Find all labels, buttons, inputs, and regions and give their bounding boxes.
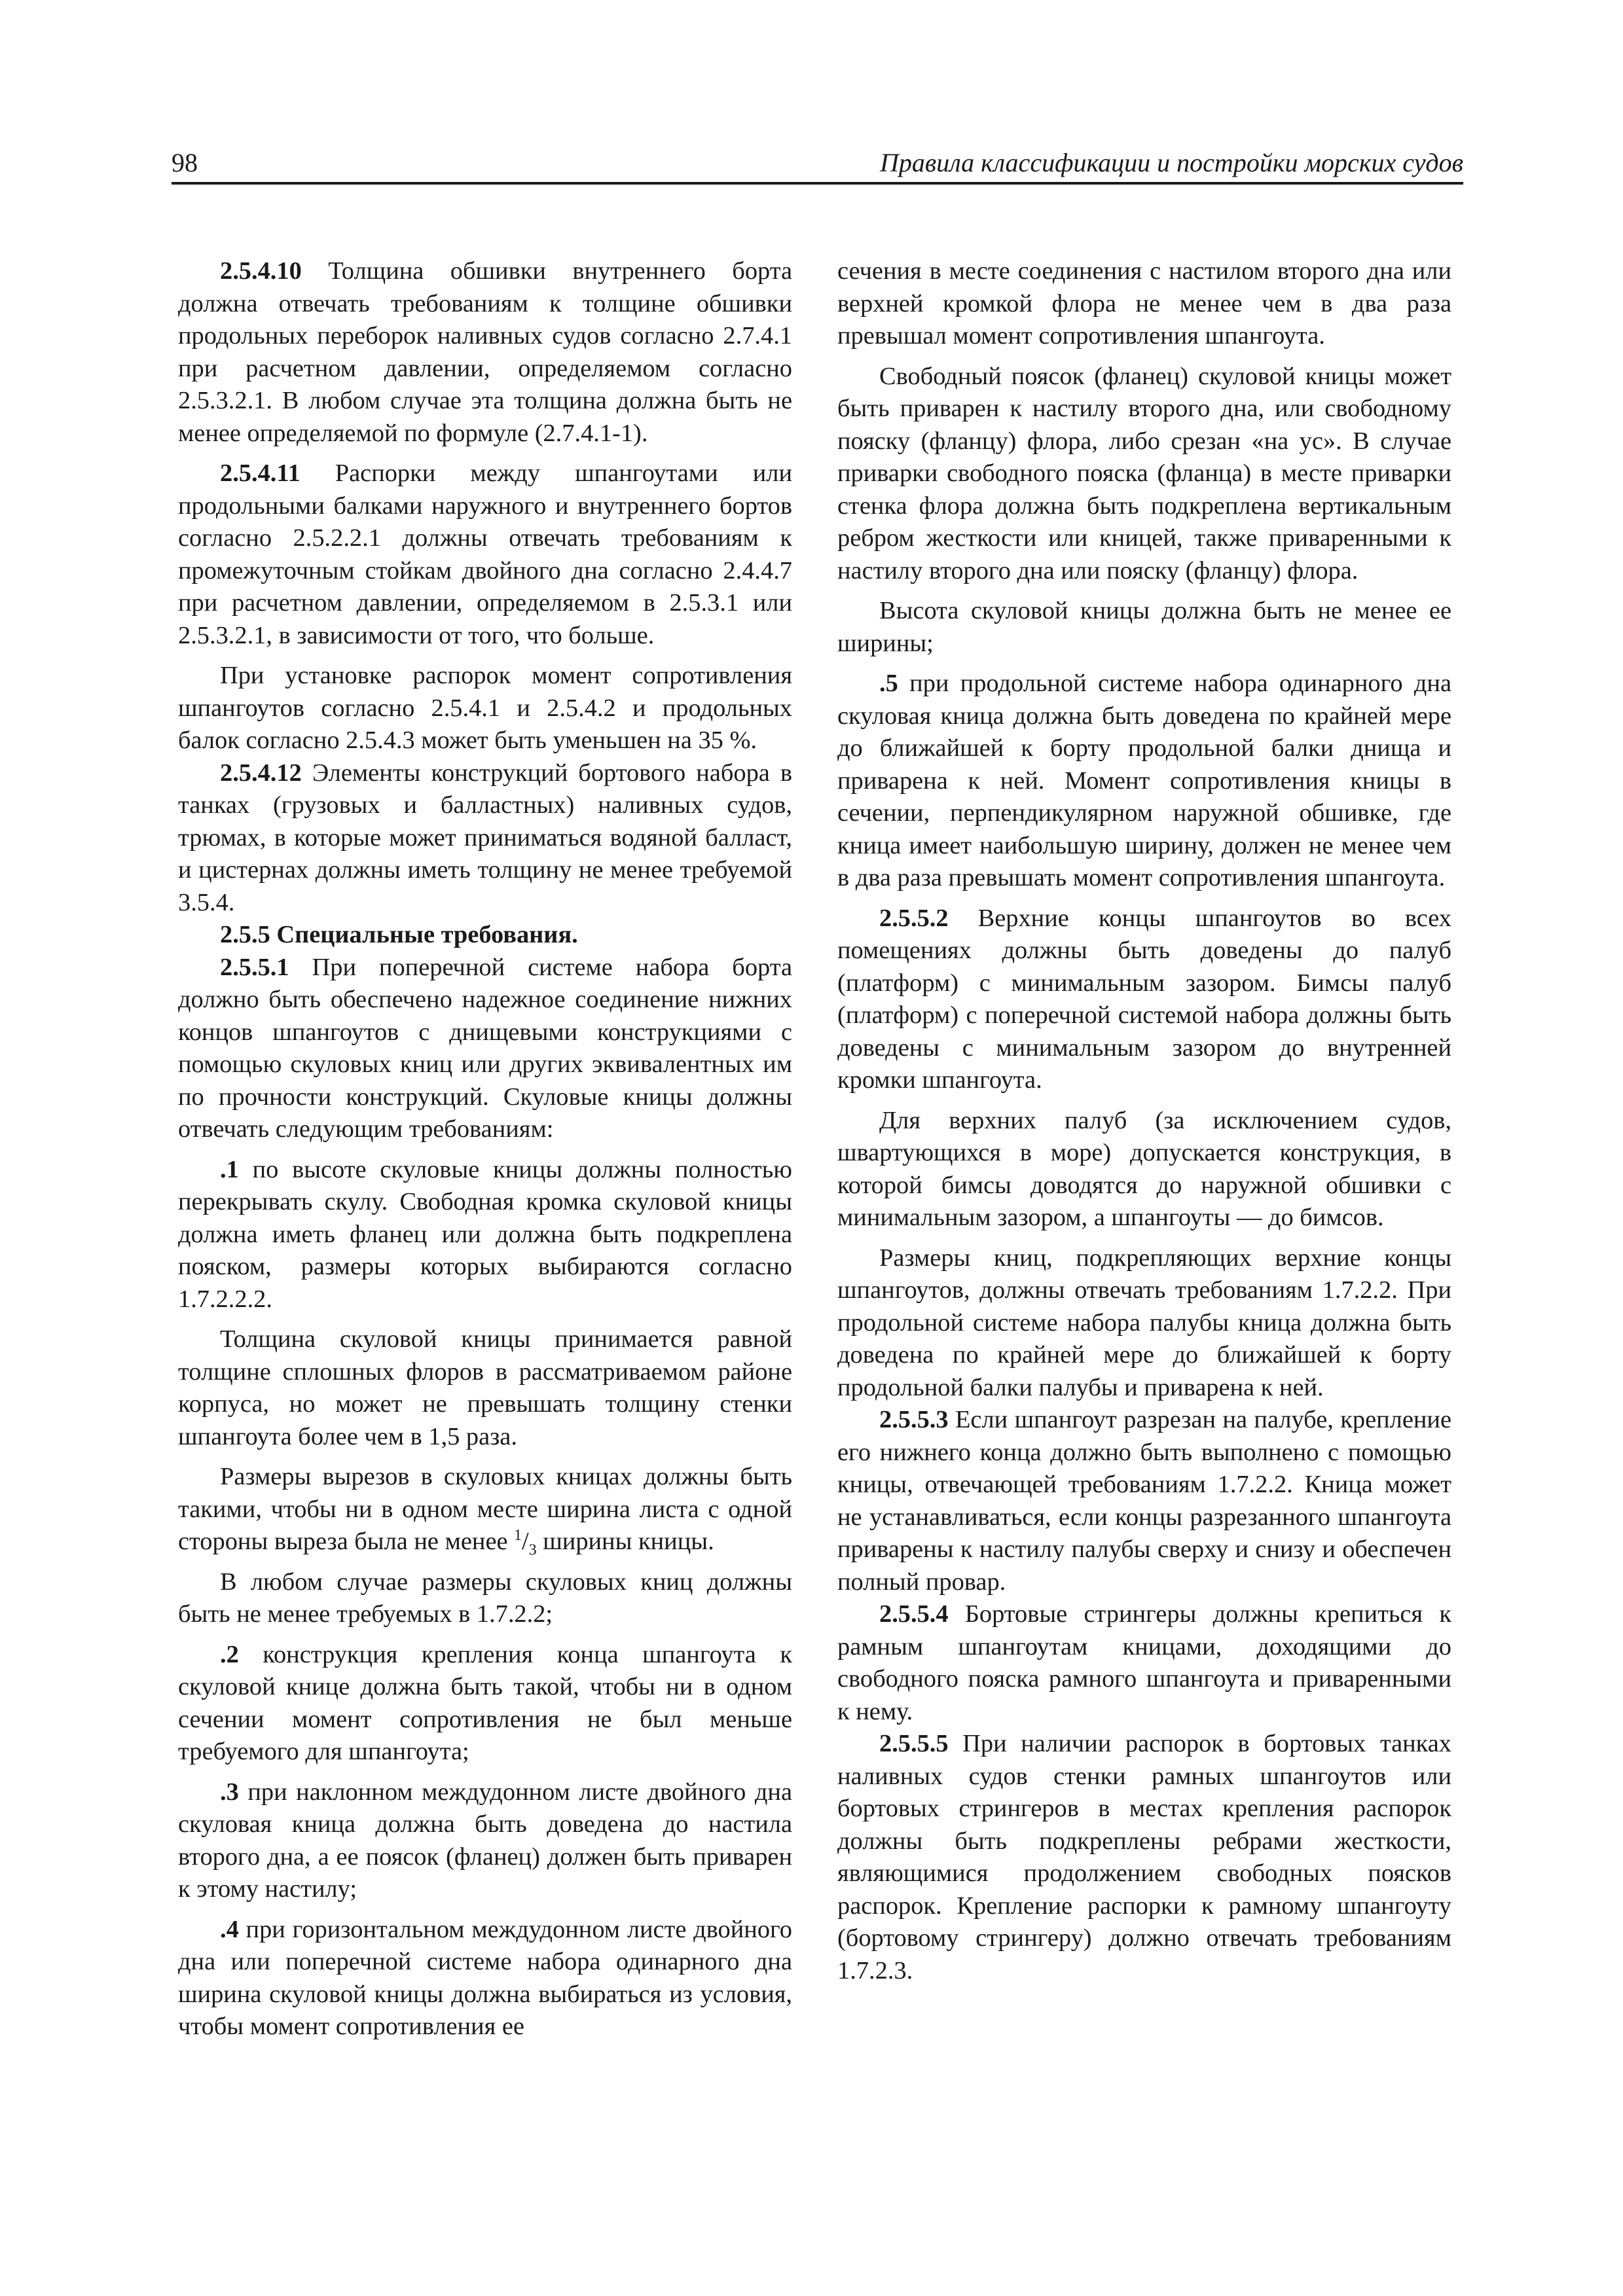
list-item-4: .4 при горизонтальном междудонном листе двойного дна или поперечной системе набора одинарного дна ширина скуловой кницы должна выбираться из условия, чтобы момент сопротивления ее	[178, 1915, 792, 2040]
list-item-3: .3 при наклонном междудонном листе двойного дна скуловая кница должна быть доведена до настила второго дна, а ее поясок (фланец) должен быть приварен к этому настилу;	[178, 1778, 792, 1903]
paragraph-bracket-sizes: В любом случае размеры скуловых книц должны быть не менее требуемых в 1.7.2.2;	[178, 1568, 792, 1628]
clause-number: 2.5.5.4	[879, 1600, 949, 1628]
paragraph-2-5-5-3: 2.5.5.3 Если шпангоут разрезан на палубе, крепление его нижнего конца должно быть выполнено с помощью кницы, отвечающей требованиям 1.7.2.2. Кница может не устанавливаться, если концы разрезанного шпангоута приварены к настилу палубы сверху и снизу и обеспечен полный провар.	[837, 1406, 1451, 1596]
list-item-1: .1 по высоте скуловые кницы должны полностью перекрывать скулу. Свободная кромка скуловой кницы должна иметь фланец или должна быть подкреплена пояском, размеры которых выбираются согласно 1.7.2.2.2.	[178, 1155, 792, 1313]
paragraph-2-5-4-10: 2.5.4.10 Толщина обшивки внутреннего борта должна отвечать требованиям к толщине обшивки продольных переборок наливных судов согласно 2.7.4.1 при расчетном давлении, определяемом согласно 2.5.3.2.1. В любом случае эта толщина должна быть не менее определяемой по формуле (2.7.4.1-1).	[178, 257, 792, 447]
paragraph-upper-decks: Для верхних палуб (за исключением судов, швартующихся в море) допускается конструкция, в которой бимсы доводятся до наружной обшивки с минимальным зазором, а шпангоуты — до бимсов.	[837, 1106, 1451, 1231]
right-column	[837, 255, 1451, 1987]
item-number: .1	[220, 1155, 239, 1183]
paragraph-bracket-thickness: Толщина скуловой кницы принимается равной толщине сплошных флоров в рассматриваемом районе корпуса, но может не превышать толщину стенки шпангоута более чем в 1,5 раза.	[178, 1325, 792, 1450]
clause-number: 2.5.4.12	[220, 759, 302, 787]
paragraph-2-5-5-2: 2.5.5.2 Верхние концы шпангоутов во всех помещениях должны быть доведены до палуб (платформ) с минимальным зазором. Бимсы палуб (платформ) с поперечной системой набора должны быть доведены с минимальным зазором до внутренней кромки шпангоута.	[837, 904, 1451, 1094]
clause-number: 2.5.5.5	[879, 1730, 949, 1757]
paragraph-2-5-5-5: 2.5.5.5 При наличии распорок в бортовых танках наливных судов стенки рамных шпангоутов или бортовых стрингеров в местах крепления распорок должны быть подкреплены ребрами жесткости, являющимися продолжением свободных поясков распорок. Крепление распорки к рамному шпангоуту (бортовому стрингеру) должно отвечать требованиям 1.7.2.3.	[837, 1730, 1451, 1984]
left-column	[178, 255, 792, 2043]
clause-number: 2.5.5.3	[879, 1406, 949, 1433]
clause-number: 2.5.4.10	[220, 257, 302, 285]
item-number: .4	[220, 1915, 239, 1943]
list-item-2: .2 конструкция крепления конца шпангоута к скуловой книце должна быть такой, чтобы ни в одном сечении момент сопротивления не был меньше требуемого для шпангоута;	[178, 1640, 792, 1765]
paragraph-2-5-5-4: 2.5.5.4 Бортовые стрингеры должны крепиться к рамным шпангоутам кницами, доходящими до свободного пояска рамного шпангоута и приваренными к нему.	[837, 1600, 1451, 1725]
item-number: .5	[879, 670, 898, 697]
paragraph-bracket-height: Высота скуловой кницы должна быть не менее ее ширины;	[837, 597, 1451, 657]
paragraph-cutout-sizes: Размеры вырезов в скуловых кницах должны быть такими, чтобы ни в одном месте ширина листа с одной стороны выреза была не менее $^1/_3$ ширины кницы.	[178, 1463, 792, 1559]
page-number: 98	[172, 148, 198, 177]
clause-number: 2.5.5.1	[220, 953, 289, 981]
paragraph-2-5-4-11: 2.5.4.11 Распорки между шпангоутами или продольными балками наружного и внутреннего бортов согласно 2.5.2.2.1 должны отвечать требованиям к промежуточным стойкам двойного дна согласно 2.4.4.7 при расчетном давлении, определяемом в 2.5.3.1 или 2.5.3.2.1, в зависимости от того, что больше.	[178, 459, 792, 649]
section-heading-2-5-5: 2.5.5 Специальные требования.	[220, 921, 578, 948]
paragraph-2-5-4-12: 2.5.4.12 Элементы конструкций бортового набора в танках (грузовых и балластных) наливных судов, трюмах, в которые может приниматься водяной балласт, и цистернах должны иметь толщину не менее требуемой 3.5.4.	[178, 759, 792, 916]
item-number: .2	[220, 1640, 239, 1668]
clause-number: 2.5.5.2	[879, 904, 949, 932]
list-item-5: .5 при продольной системе набора одинарного дна скуловая кница должна быть доведена по крайней мере до ближайшей к борту продольной балки днища и приварена к ней. Момент сопротивления кницы в сечении, перпендикулярном наружной обшивке, где кница имеет наибольшую ширину, должен не менее чем в два раза превышать момент сопротивления шпангоута.	[837, 670, 1451, 891]
page-header	[172, 145, 1463, 185]
item-number: .3	[220, 1778, 239, 1806]
paragraph-continued: сечения в месте соединения с настилом второго дна или верхней кромкой флора не менее чем в два раза превышал момент сопротивления шпангоута.	[837, 257, 1451, 350]
clause-number: 2.5.4.11	[220, 459, 301, 487]
paragraph-struts-note: При установке распорок момент сопротивления шпангоутов согласно 2.5.4.1 и 2.5.4.2 и продольных балок согласно 2.5.4.3 может быть уменьшен на 35 %.	[178, 662, 792, 754]
paragraph-2-5-5-1: 2.5.5.1 При поперечной системе набора борта должно быть обеспечено надежное соединение нижних концов шпангоутов с днищевыми конструкциями с помощью скуловых книц или других эквивалентных им по прочности конструкций. Скуловые кницы должны отвечать следующим требованиям:	[178, 953, 792, 1143]
fraction-one-third: $^1/_3$	[514, 1527, 537, 1559]
paragraph-free-flange: Свободный поясок (фланец) скуловой кницы может быть приварен к настилу второго дна, или свободному пояску (фланцу) флора, либо срезан «на ус». В случае приварки свободного пояска (фланца) в месте приварки стенка флора должна быть подкреплена вертикальным ребром жесткости или кницей, также приваренными к настилу второго дна или пояску (фланцу) флора.	[837, 362, 1451, 584]
running-title: Правила классификации и постройки морских судов	[879, 148, 1463, 177]
paragraph-bracket-dimensions: Размеры книц, подкрепляющих верхние концы шпангоутов, должны отвечать требованиям 1.7.2.2. При продольной системе набора палубы кница должна быть доведена по крайней мере до ближайшей к борту продольной балки палубы и приварена к ней.	[837, 1244, 1451, 1401]
